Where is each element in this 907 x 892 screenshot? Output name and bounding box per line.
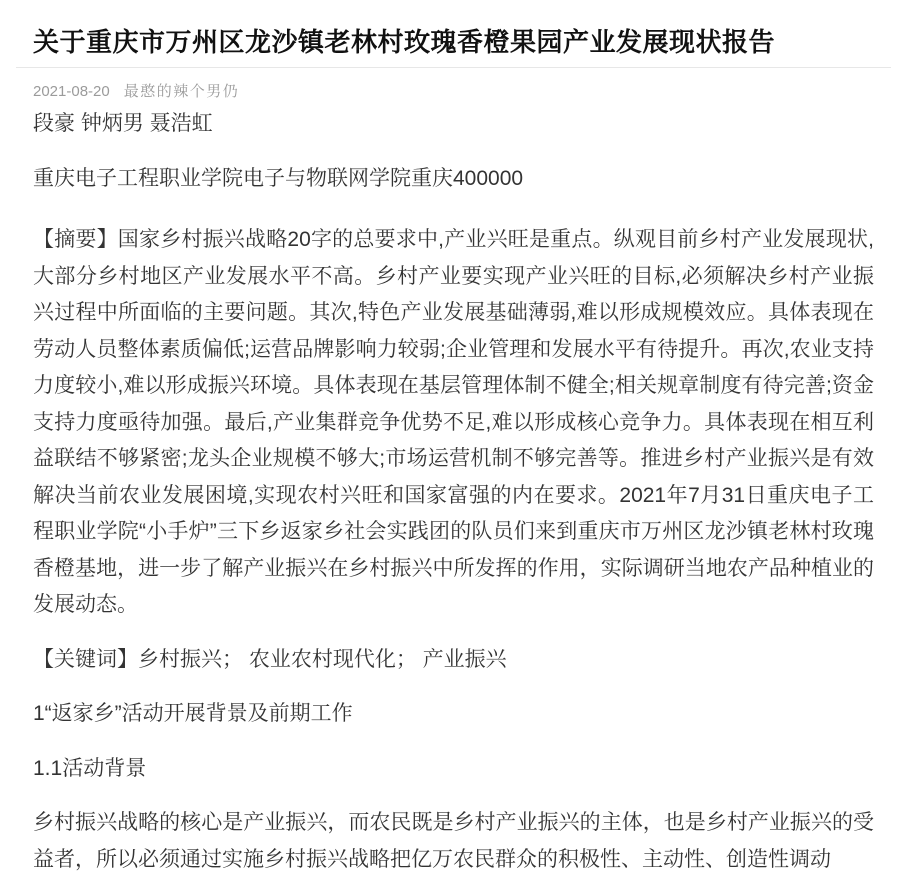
section-heading-1-1: 1.1活动背景 <box>33 756 147 780</box>
affiliation-line: 重庆电子工程职业学院电子与物联网学院重庆400000 <box>33 166 524 190</box>
article-title: 关于重庆市万州区龙沙镇老林村玫瑰香橙果园产业发展现状报告 <box>33 27 776 57</box>
article-page <box>0 24 907 878</box>
article-meta <box>33 84 874 100</box>
body-paragraph: 乡村振兴战略的核心是产业振兴，而农民既是乡村产业振兴的主体，也是乡村产业振兴的受益者，所以必须通过实施乡村振兴战略把亿万农民群众的积极性、主动性、创造性调动 <box>33 811 874 871</box>
title-divider <box>16 67 891 68</box>
abstract-paragraph: 【摘要】国家乡村振兴战略20字的总要求中,产业兴旺是重点。纵观目前乡村产业发展现状,大部分乡村地区产业发展水平不高。乡村产业要实现产业兴旺的目标,必须解决乡村产业振兴过程中所面临的主要问题。其次,特色产业发展基础薄弱,难以形成规模效应。具体表现在劳动人员整体素质偏低;运营品牌影响力较弱;企业管理和发展水平有待提升。再次,农业支持力度较小,难以形成振兴环境。具体表现在基层管理体制不健全;相关规章制度有待完善;资金支持力度亟待加强。最后,产业集群竞争优势不足,难以形成核心竞争力。具体表现在相互利益联结不够紧密;龙头企业规模不够大;市场运营机制不够完善等。推进乡村产业振兴是有效解决当前农业发展困境,实现农村兴旺和国家富强的内在要求。2021年7月31日重庆电子工程职业学院“小手炉”三下乡返家乡社会实践团的队员们来到重庆市万州区龙沙镇老林村玫瑰香橙基地，进一步了解产业振兴在乡村振兴中所发挥的作用，实际调研当地农产品种植业的发展动态。 <box>33 228 874 616</box>
publish-date: 2021-08-20 <box>33 83 110 100</box>
keywords-line: 【关键词】乡村振兴； 农业农村现代化； 产业振兴 <box>33 647 507 671</box>
byline-authors: 段豪 钟炳男 聂浩虹 <box>33 112 213 135</box>
author-account-link[interactable]: 最憨的辣个男仍 <box>123 83 240 100</box>
section-heading-1: 1“返家乡”活动开展背景及前期工作 <box>33 702 353 725</box>
